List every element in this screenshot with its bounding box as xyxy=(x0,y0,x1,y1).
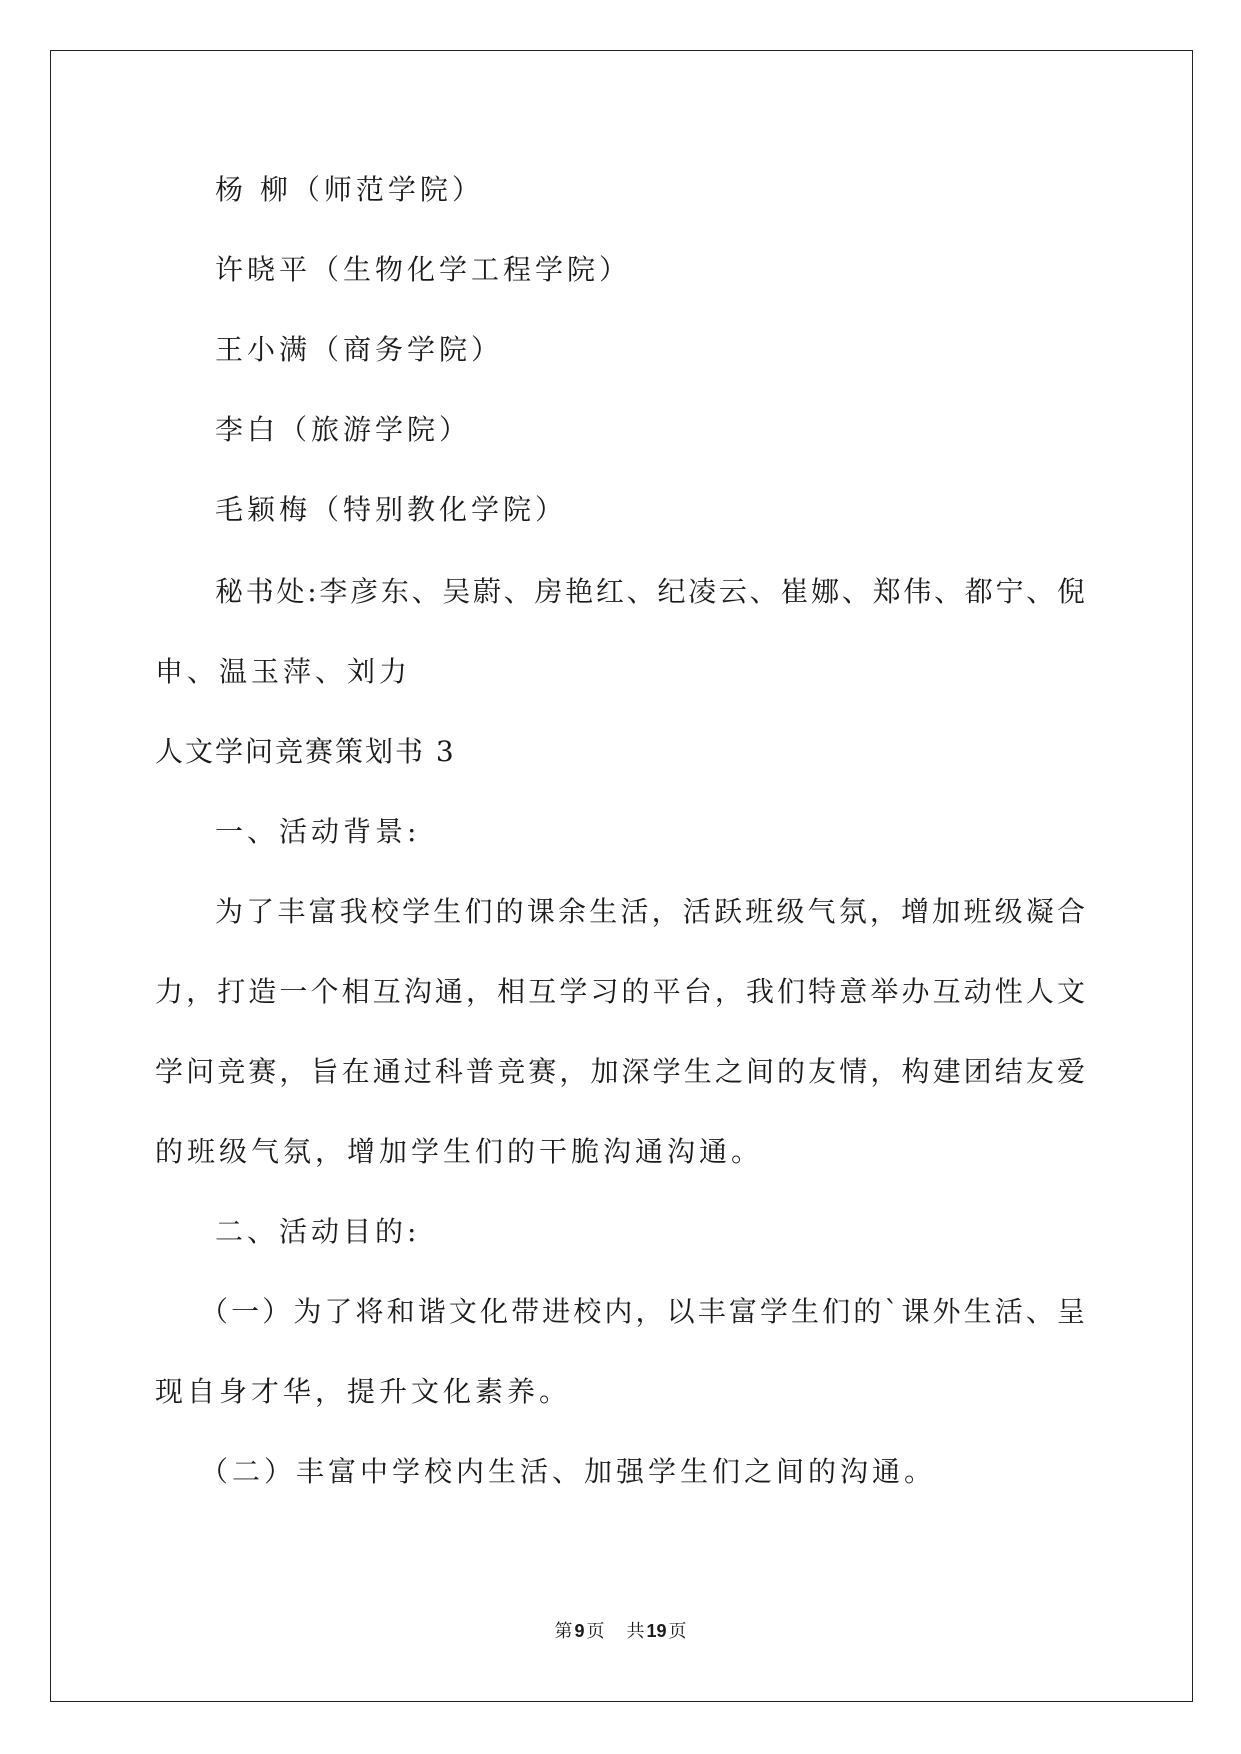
footer-total-prefix: 共 xyxy=(626,1621,645,1642)
committee-member-wang-xiaoman: 王小满（商务学院） xyxy=(215,333,504,366)
footer-page-suffix: 页 xyxy=(586,1621,605,1642)
footer-prefix: 第 xyxy=(554,1621,573,1642)
section-title: 人文学问竞赛策划书 3 xyxy=(155,735,456,768)
purpose-item-1-line-2: 现自身才华，提升文化素养。 xyxy=(155,1375,572,1408)
committee-member-xu-xiaoping: 许晓平（生物化学工程学院） xyxy=(215,253,632,286)
secretariat-line-2: 申、温玉萍、刘力 xyxy=(155,655,412,688)
committee-member-yang-liu: 杨 柳（师范学院） xyxy=(215,173,484,206)
background-paragraph-line-2: 力，打造一个相互沟通，相互学习的平台，我们特意举办互动性人文 xyxy=(155,975,1085,1008)
purpose-item-1-line-1: （一）为了将和谐文化带进校内，以丰富学生们的`课外生活、呈 xyxy=(200,1295,1085,1328)
background-paragraph-line-1: 为了丰富我校学生们的课余生活，活跃班级气氛，增加班级凝合 xyxy=(215,895,1085,928)
footer-total-suffix: 页 xyxy=(668,1621,687,1642)
background-paragraph-line-4: 的班级气氛，增加学生们的干脆沟通沟通。 xyxy=(155,1135,764,1168)
secretariat-line-1: 秘书处:李彦东、吴蔚、房艳红、纪凌云、崔娜、郑伟、都宁、倪 xyxy=(215,575,1085,608)
footer-page-number: 9 xyxy=(574,1621,585,1641)
heading-background: 一、活动背景: xyxy=(215,815,421,848)
committee-member-mao-yingmei: 毛颖梅（特别教化学院） xyxy=(215,493,568,526)
purpose-item-2: （二）丰富中学校内生活、加强学生们之间的沟通。 xyxy=(200,1455,937,1488)
heading-purpose: 二、活动目的: xyxy=(215,1215,421,1248)
footer-total-pages: 19 xyxy=(646,1621,667,1641)
background-paragraph-line-3: 学问竞赛，旨在通过科普竞赛，加深学生之间的友情，构建团结友爱 xyxy=(155,1055,1085,1088)
committee-member-li-bai: 李白（旅游学院） xyxy=(215,413,472,446)
page-footer xyxy=(0,1622,1241,1641)
